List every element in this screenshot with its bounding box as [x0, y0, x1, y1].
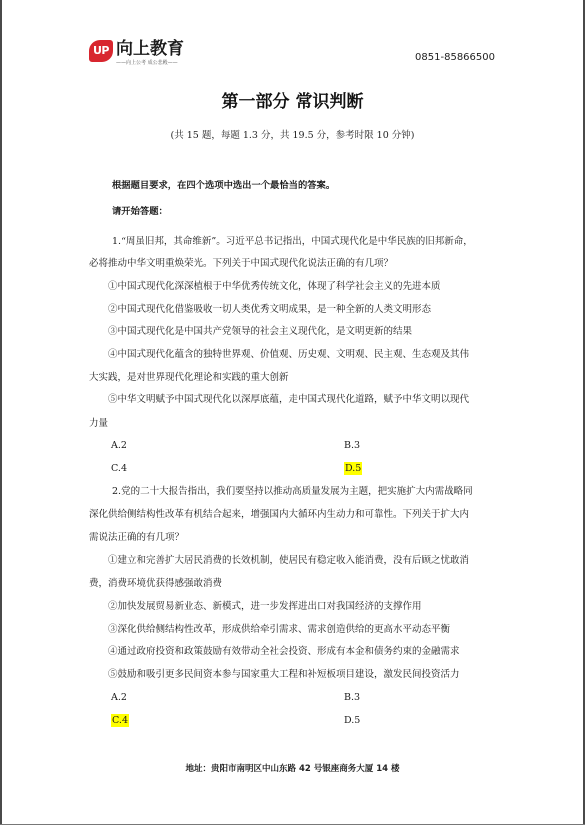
q2-statement-4: ④通过政府投资和政策鼓励有效带动全社会投资、形成有本金和债务约束的金融需求 — [108, 646, 460, 657]
q2-answer-highlight: C.4 — [112, 715, 128, 726]
q1-option-b: B.3 — [344, 440, 361, 451]
q1-statement-4-line1: ④中国式现代化蕴含的独特世界观、价值观、历史观、文明观、民主观、生态观及其伟 — [108, 349, 470, 360]
q1-statement-5-line1: ⑤中华文明赋予中国式现代化以深厚底蕴，走中国式现代化道路，赋予中华文明以现代 — [108, 394, 470, 405]
q2-option-d: D.5 — [344, 715, 361, 726]
logo-slogan: ——向上公考 成公悲殿—— — [116, 60, 178, 66]
q2-option-b: B.3 — [344, 692, 361, 703]
q2-stem-line3: 需说法正确的有几项？ — [89, 532, 185, 543]
q2-option-c — [111, 715, 129, 727]
instruction-line: 根据题目要求，在四个选项中选出一个最恰当的答案。 — [112, 180, 336, 191]
q1-answer-highlight: D.5 — [345, 463, 362, 474]
q1-stem-line1: 1.“周虽旧邦，其命维新”。习近平总书记指出，中国式现代化是中华民族的旧邦新命， — [112, 236, 473, 247]
q1-statement-4-line2: 大实践，是对世界现代化理论和实践的重大创新 — [89, 372, 289, 383]
q1-statement-3: ③中国式现代化是中国共产党领导的社会主义现代化，是文明更新的结果 — [108, 326, 413, 337]
q1-option-d — [344, 463, 362, 475]
section-subtitle: (共 15 题，每题 1.3 分，共 19.5 分，参考时限 10 分钟) — [170, 130, 415, 141]
q2-option-a: A.2 — [111, 692, 127, 703]
logo-name: 向上教育 — [116, 39, 184, 59]
q2-statement-2: ②加快发展贸易新业态、新模式，进一步发挥进出口对我国经济的支撑作用 — [108, 601, 422, 612]
footer-address: 地址：贵阳市南明区中山东路 42 号银座商务大厦 14 楼 — [185, 764, 400, 774]
phone-number: 0851-85866500 — [415, 52, 495, 63]
q1-option-c: C.4 — [111, 463, 127, 474]
q1-statement-2: ②中国式现代化借鉴吸收一切人类优秀文明成果，是一种全新的人类文明形态 — [108, 304, 432, 315]
q1-statement-1: ①中国式现代化深深植根于中华优秀传统文化，体现了科学社会主义的先进本质 — [108, 281, 441, 292]
page-border-left — [0, 0, 2, 825]
q1-stem-line2: 必将推动中华文明重焕荣光。下列关于中国式现代化说法正确的有几项？ — [89, 258, 394, 269]
section-title: 第一部分 常识判断 — [221, 92, 364, 112]
q2-statement-1-line2: 费，消费环境优获得感强敢消费 — [89, 578, 223, 589]
q2-statement-1-line1: ①建立和完善扩大居民消费的长效机制，使居民有稳定收入能消费，没有后顾之忧敢消 — [108, 555, 470, 566]
q2-statement-5: ⑤鼓励和吸引更多民间资本参与国家重大工程和补短板项目建设，激发民间投资活力 — [108, 669, 460, 680]
q2-stem-line2: 深化供给侧结构性改革有机结合起来，增强国内大循环内生动力和可靠性。下列关于扩大内 — [89, 509, 470, 520]
start-prompt: 请开始答题： — [112, 206, 168, 217]
q1-option-a: A.2 — [111, 440, 127, 451]
q1-statement-5-line2: 力量 — [89, 418, 109, 429]
q2-stem-line1: 2.党的二十大报告指出，我们要坚持以推动高质量发展为主题，把实施扩大内需战略同 — [112, 486, 473, 497]
q2-statement-3: ③深化供给侧结构性改革，形成供给牵引需求、需求创造供给的更高水平动态平衡 — [108, 624, 451, 635]
logo-badge-icon: UP — [89, 40, 113, 62]
